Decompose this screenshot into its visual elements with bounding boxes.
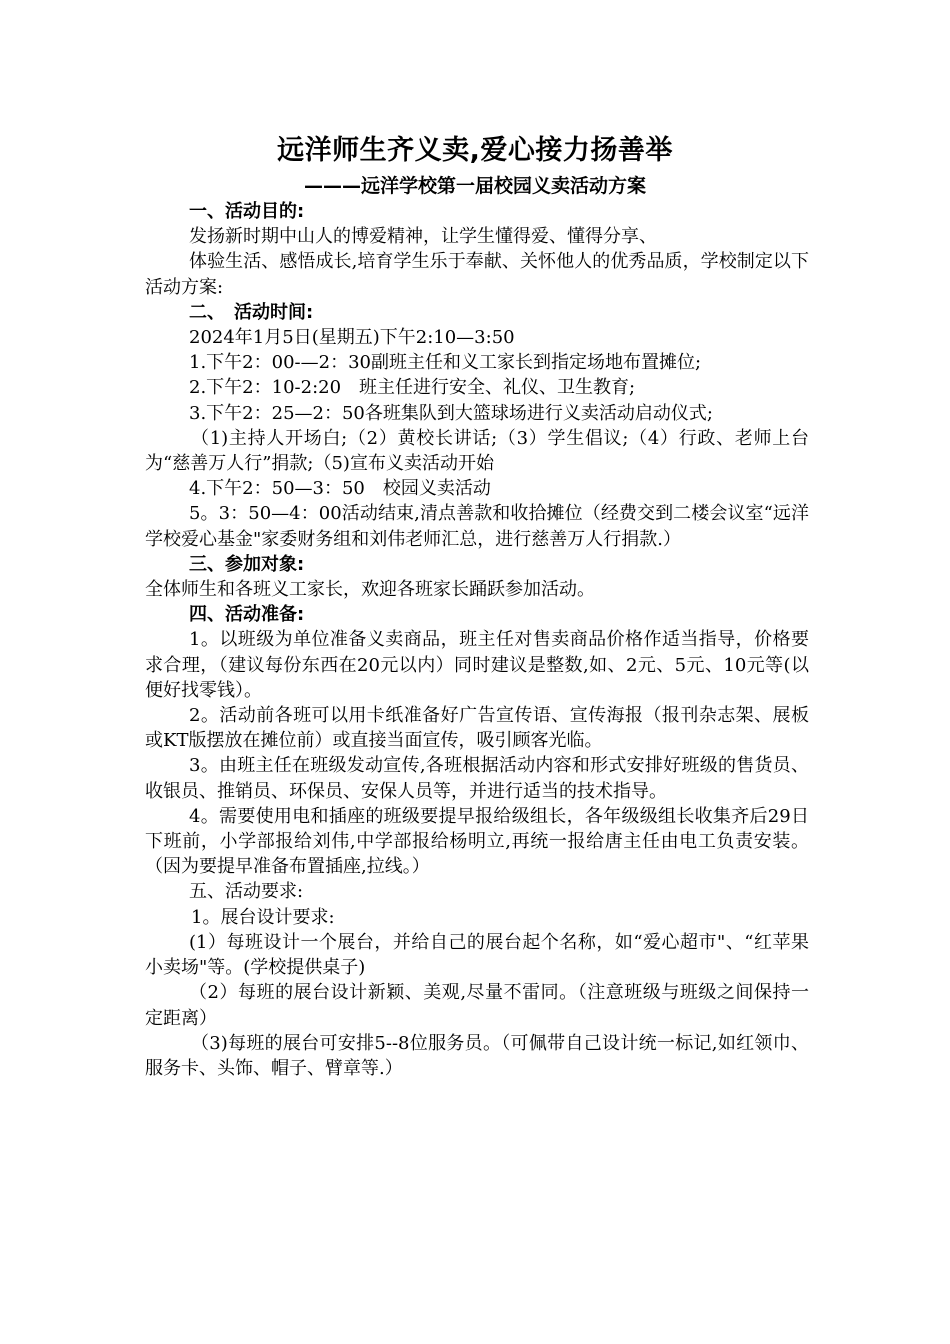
document-subtitle: ———远洋学校第一届校园义卖活动方案 [303,175,646,197]
list-item: 1.下午2：00-—2：30副班主任和义工家长到指定场地布置摊位; [189,352,702,374]
sub-heading: 1。展台设计要求: [191,906,335,928]
section-heading-participants: 三、参加对象: [189,553,305,575]
paragraph: 发扬新时期中山人的博爱精神，让学生懂得爱、懂得分享、 [189,226,657,248]
document-title: 远洋师生齐义卖,爱心接力扬善举 [277,135,673,166]
list-item: （2）每班的展台设计新颖、美观,尽量不雷同。（注意班级与班级之间保持一定距离） [145,982,809,1029]
section-heading-preparation: 四、活动准备: [189,604,305,626]
section-heading-time: 二、 活动时间: [189,301,314,323]
list-item: 4.下午2：50—3：50 校园义卖活动 [189,478,491,500]
document-body [145,199,809,1081]
section-heading-purpose: 一、活动目的: [189,201,305,222]
list-item: 2。活动前各班可以用卡纸准备好广告宣传语、宣传海报（报刊杂志架、展板或KT版摆放在摊位前）或直接当面宣传，吸引顾客光临。 [145,705,809,752]
list-item: (1）每班设计一个展台，并给自己的展台起个名称，如“爱心超市"、“红苹果小卖场"等。(学校提供桌子) [145,931,809,979]
paragraph: 全体师生和各班义工家长，欢迎各班家长踊跃参加活动。 [145,579,595,601]
list-item: 3.下午2：25—2：50各班集队到大篮球场进行义卖活动启动仪式; [189,402,713,424]
list-item: 1。以班级为单位准备义卖商品，班主任对售卖商品价格作适当指导，价格要求合理，（建议每份东西在20元以内）同时建议是整数,如、2元、5元、10元等(以便好找零钱）。 [145,629,809,701]
section-heading-requirements: 五、活动要求: [189,881,304,903]
list-item: 4。需要使用电和插座的班级要提早报给级组长，各年级级组长收集齐后29日下班前，小学部报给刘伟,中学部报给杨明立,再统一报给唐主任由电工负责安装。（因为要提早准备布置插座,拉线。） [145,805,809,878]
list-item: 5。3：50—4：00活动结束,清点善款和收拾摊位（经费交到二楼会议室“远洋学校爱心基金"家委财务组和刘伟老师汇总，进行慈善万人行捐款.） [145,503,809,550]
paragraph-date: 2024年1月5日(星期五)下午2:10—3:50 [189,327,515,349]
list-item: 2.下午2：10-2:20 班主任进行安全、礼仪、卫生教育; [189,377,636,399]
list-item: 3。由班主任在班级发动宣传,各班根据活动内容和形式安排好班级的售货员、收银员、推销员、环保员、安保人员等，并进行适当的技术指导。 [145,755,809,802]
list-item: （1)主持人开场白;（2）黄校长讲话;（3）学生倡议;（4）行政、老师上台为“慈善万人行”捐款;（5)宣布义卖活动开始 [145,427,809,475]
paragraph: 体验生活、感悟成长,培育学生乐于奉献、关怀他人的优秀品质，学校制定以下活动方案: [145,251,809,298]
list-item: （3)每班的展台可安排5--8位服务员。（可佩带自己设计统一标记,如红领巾、服务卡、头饰、帽子、臂章等.） [145,1032,809,1079]
